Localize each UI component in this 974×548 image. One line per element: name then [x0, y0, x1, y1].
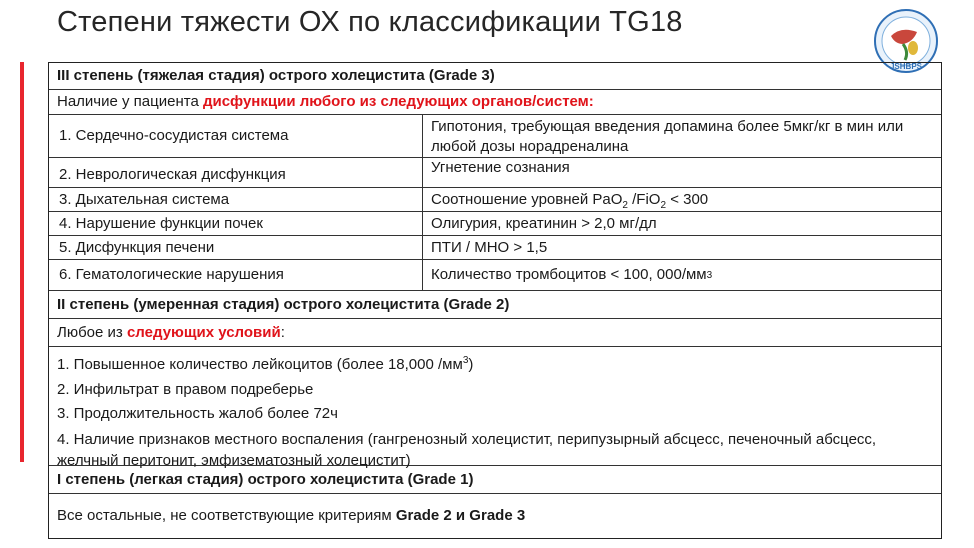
- organ-row: [49, 115, 941, 158]
- superscript: 3: [462, 355, 469, 366]
- grade3-intro-prefix: Наличие у пациента: [57, 93, 203, 110]
- criterion-text: Количество тромбоцитов < 100, 000/мм: [431, 266, 707, 283]
- grade1-text-row: [49, 494, 941, 538]
- list-item: 4. Наличие признаков местного воспаления (гангренозный холецистит, перипузырный абсцесс, печеночный абсцесс, желчный перитонит, эмфизематозный холецистит): [57, 430, 877, 469]
- list-item-tail: ): [468, 356, 474, 373]
- list-item: [57, 349, 933, 378]
- criterion-cell: ПТИ / МНО > 1,5: [431, 239, 548, 256]
- slide-title: Степени тяжести ОХ по классификации TG18: [57, 6, 683, 38]
- grade2-list-row: [49, 347, 941, 469]
- grade1-text-bold: Grade 2 и Grade 3: [395, 507, 526, 524]
- subscript: 2: [660, 200, 667, 211]
- grade2-intro-prefix: Любое из: [57, 324, 127, 341]
- grade3-intro-row: [49, 90, 941, 115]
- organ-cell: 1. Сердечно-сосудистая система: [49, 115, 423, 157]
- criterion-text: < 300: [666, 191, 709, 208]
- grade1-header: I степень (легкая стадия) острого холецистита (Grade 1): [57, 471, 474, 488]
- organ-cell: 2. Неврологическая дисфункция: [49, 158, 423, 187]
- organ-row: [49, 260, 941, 291]
- criterion-cell: Угнетение сознания: [431, 159, 570, 176]
- grading-table: [48, 62, 942, 539]
- criterion-cell: [423, 188, 941, 211]
- grade2-intro-highlight: следующих условий: [126, 324, 281, 341]
- criterion-text: Соотношение уровней PaO: [431, 191, 623, 208]
- grade3-intro: [49, 90, 941, 114]
- organ-cell: 4. Нарушение функции почек: [49, 212, 423, 235]
- organ-cell: 6. Гематологические нарушения: [49, 260, 423, 290]
- criterion-cell: Олигурия, креатинин > 2,0 мг/дл: [431, 215, 657, 232]
- grade1-text: [49, 494, 941, 538]
- accent-bar: [20, 62, 24, 462]
- superscript: 3: [706, 270, 713, 281]
- organ-row: [49, 188, 941, 212]
- criterion-cell: Гипотония, требующая введения допамина более 5мкг/кг в мин или любой дозы норадреналина: [431, 118, 904, 155]
- organ-cell: 3. Дыхательная система: [49, 188, 423, 211]
- grade1-text-prefix: Все остальные, не соответствующие критериям: [57, 507, 396, 524]
- organ-row: [49, 158, 941, 188]
- grade3-intro-highlight: дисфункции любого из следующих органов/систем:: [202, 93, 594, 110]
- organ-cell: 5. Дисфункция печени: [49, 236, 423, 259]
- list-item: 3. Продолжительность жалоб более 72ч: [57, 405, 338, 422]
- grade3-header: III степень (тяжелая стадия) острого холецистита (Grade 3): [57, 67, 495, 84]
- logo-text: JSHBPS: [889, 62, 923, 71]
- grade3-header-row: [49, 63, 941, 90]
- criterion-text: /FiO: [627, 191, 661, 208]
- list-item-text: 1. Повышенное количество лейкоцитов (более 18,000 /мм: [57, 356, 463, 373]
- grade1-header-row: [49, 466, 941, 494]
- subscript: 2: [622, 200, 628, 211]
- grade2-header: II степень (умеренная стадия) острого холецистита (Grade 2): [57, 296, 510, 313]
- organ-row: [49, 236, 941, 260]
- grade2-intro-row: [49, 319, 941, 347]
- grade2-intro-suffix: :: [280, 324, 285, 341]
- criterion-cell: [423, 260, 941, 290]
- grade2-list: [49, 347, 941, 469]
- organ-row: [49, 212, 941, 236]
- list-item: 2. Инфильтрат в правом подреберье: [57, 380, 314, 398]
- grade2-header-row: [49, 291, 941, 319]
- grade2-intro: [49, 319, 941, 346]
